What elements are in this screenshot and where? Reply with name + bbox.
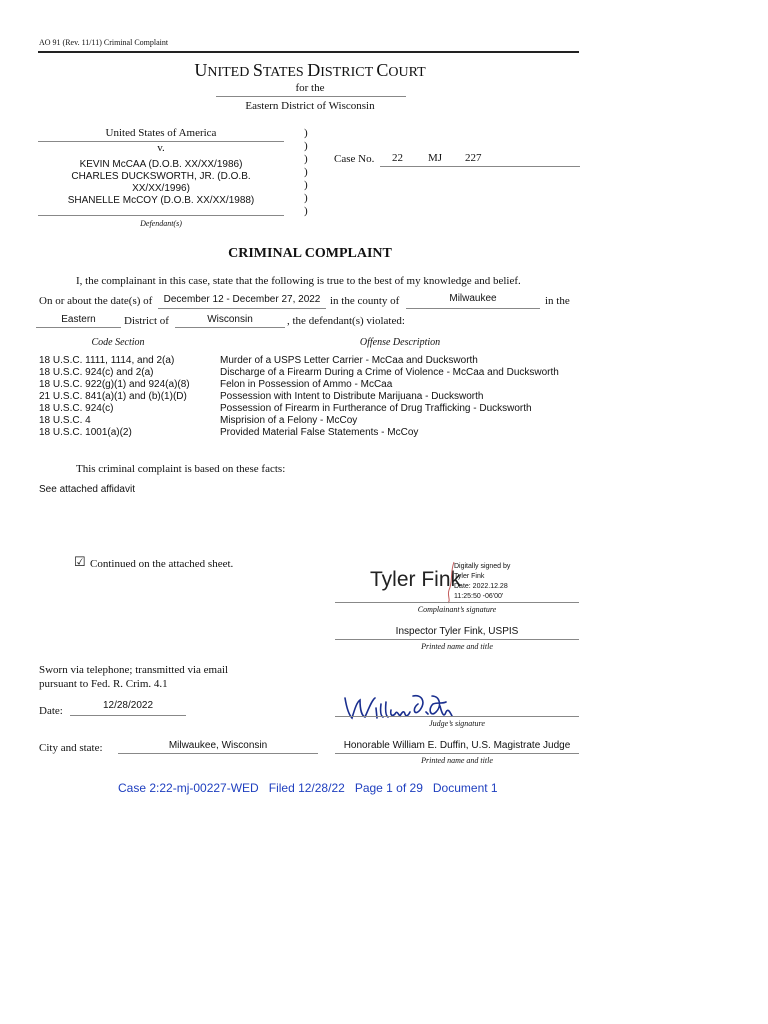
code-section-5: 18 U.S.C. 924(c) [39, 403, 114, 414]
offense-desc-4: Possession with Intent to Distribute Marijuana - Ducksworth [220, 391, 484, 402]
district-value-rule [36, 327, 121, 328]
complainant-printed-name: Inspector Tyler Fink, USPIS [395, 626, 519, 637]
footer-filed: Filed 12/28/22 [268, 781, 345, 795]
footer-case: Case 2:22-mj-00227-WED [118, 781, 259, 795]
county-value: Milwaukee [449, 293, 497, 304]
date-label: Date: [39, 705, 63, 717]
footer-document: Document 1 [432, 781, 498, 795]
sworn-line-2: pursuant to Fed. R. Crim. 4.1 [39, 678, 168, 690]
digital-sig-line-3: Date: 2022.12.28 [454, 583, 508, 590]
state-value: Wisconsin [207, 314, 253, 325]
paren-6: ) [304, 192, 308, 204]
code-section-7: 18 U.S.C. 1001(a)(2) [39, 427, 132, 438]
plaintiff: United States of America [105, 127, 217, 139]
paren-4: ) [304, 166, 308, 178]
district-of-label: District of [124, 315, 169, 327]
footer-stamp [118, 781, 498, 795]
complainant-signature-rule [335, 602, 579, 603]
complainant-printed-label: Printed name and title [421, 642, 493, 651]
defendants-rule [38, 215, 284, 216]
paren-5: ) [304, 179, 308, 191]
offense-desc-3: Felon in Possession of Ammo - McCaa [220, 379, 393, 390]
complainant-printed-rule [335, 639, 579, 640]
code-section-4: 21 U.S.C. 841(a)(1) and (b)(1)(D) [39, 391, 187, 402]
continued-label: Continued on the attached sheet. [90, 558, 234, 570]
statement-intro: I, the complainant in this case, state that the following is true to the best of my knowledge and belief. [76, 275, 521, 287]
digital-sig-line-4: 11:25:50 -06'00' [454, 593, 504, 600]
code-section-3: 18 U.S.C. 922(g)(1) and 924(a)(8) [39, 379, 190, 390]
date-value: 12/28/2022 [102, 700, 154, 711]
city-state-value: Milwaukee, Wisconsin [168, 740, 268, 751]
defendant-line-2: CHARLES DUCKSWORTH, JR. (D.O.B. [71, 171, 251, 182]
state-value-rule [175, 327, 285, 328]
paren-1: ) [304, 127, 308, 139]
district-value: Eastern [61, 314, 96, 325]
offense-desc-2: Discharge of a Firearm During a Crime of Violence - McCaa and Ducksworth [220, 367, 559, 378]
continued-checkbox[interactable]: ☑ [74, 554, 86, 569]
dates-rule [158, 308, 326, 309]
defendant-line-4: SHANELLE McCOY (D.O.B. XX/XX/1988) [67, 195, 255, 206]
case-no-part-2: MJ [428, 152, 443, 164]
case-no-part-3: 227 [465, 152, 482, 164]
complainant-signature-name: Tyler Fink [370, 568, 462, 591]
paren-7: ) [304, 205, 308, 217]
defendants-label: Defendant(s) [140, 219, 182, 228]
code-section-header: Code Section [91, 337, 145, 348]
dates-value: December 12 - December 27, 2022 [163, 294, 321, 305]
judge-printed-name: Honorable William E. Duffin, U.S. Magistrate Judge [343, 740, 571, 751]
defendant-line-3: XX/XX/1996) [132, 183, 190, 194]
in-county-label: in the county of [330, 295, 400, 307]
digital-sig-line-1: Digitally signed by [454, 563, 511, 570]
on-or-about-label: On or about the date(s) of [39, 295, 153, 307]
facts-value: See attached affidavit [39, 484, 135, 495]
court-title: UNITED STATES DISTRICT COURT [194, 60, 426, 80]
county-rule [406, 308, 540, 309]
paren-3: ) [304, 153, 308, 165]
district-name: Eastern District of Wisconsin [245, 100, 375, 112]
judge-signature-rule [335, 716, 579, 717]
case-no-label: Case No. [334, 153, 375, 165]
district-rule [216, 96, 406, 97]
judge-printed-rule [335, 753, 579, 754]
form-id: AO 91 (Rev. 11/11) Criminal Complaint [39, 38, 169, 47]
case-no-part-1: 22 [392, 152, 403, 164]
offense-desc-5: Possession of Firearm in Furtherance of Drug Trafficking - Ducksworth [220, 403, 532, 414]
judge-printed-label: Printed name and title [421, 756, 493, 765]
date-rule [70, 715, 186, 716]
offense-desc-6: Misprision of a Felony - McCoy [220, 415, 358, 426]
code-section-1: 18 U.S.C. 1111, 1114, and 2(a) [39, 355, 175, 366]
city-state-label: City and state: [39, 742, 103, 754]
code-section-6: 18 U.S.C. 4 [39, 415, 91, 426]
offense-description-header: Offense Description [359, 337, 441, 348]
judge-signature-label: Judge’s signature [429, 719, 485, 728]
complaint-heading: CRIMINAL COMPLAINT [228, 246, 392, 261]
digital-sig-line-2: Tyler Fink [454, 573, 485, 580]
top-rule [38, 51, 579, 53]
for-the: for the [295, 82, 325, 94]
code-section-2: 18 U.S.C. 924(c) and 2(a) [39, 367, 154, 378]
in-the-label: in the [545, 295, 570, 307]
footer-page: Page 1 of 29 [354, 781, 423, 795]
violated-label: , the defendant(s) violated: [287, 315, 405, 327]
versus: v. [157, 142, 165, 154]
city-state-rule [118, 753, 318, 754]
paren-2: ) [304, 140, 308, 152]
case-no-rule [380, 166, 580, 167]
offense-desc-1: Murder of a USPS Letter Carrier - McCaa and Ducksworth [220, 355, 478, 366]
sworn-line-1: Sworn via telephone; transmitted via email [39, 664, 229, 676]
facts-intro: This criminal complaint is based on these facts: [76, 463, 286, 475]
defendant-line-1: KEVIN McCAA (D.O.B. XX/XX/1986) [79, 159, 243, 170]
complainant-signature-label: Complainant’s signature [417, 605, 497, 614]
offense-desc-7: Provided Material False Statements - McCoy [220, 427, 419, 438]
